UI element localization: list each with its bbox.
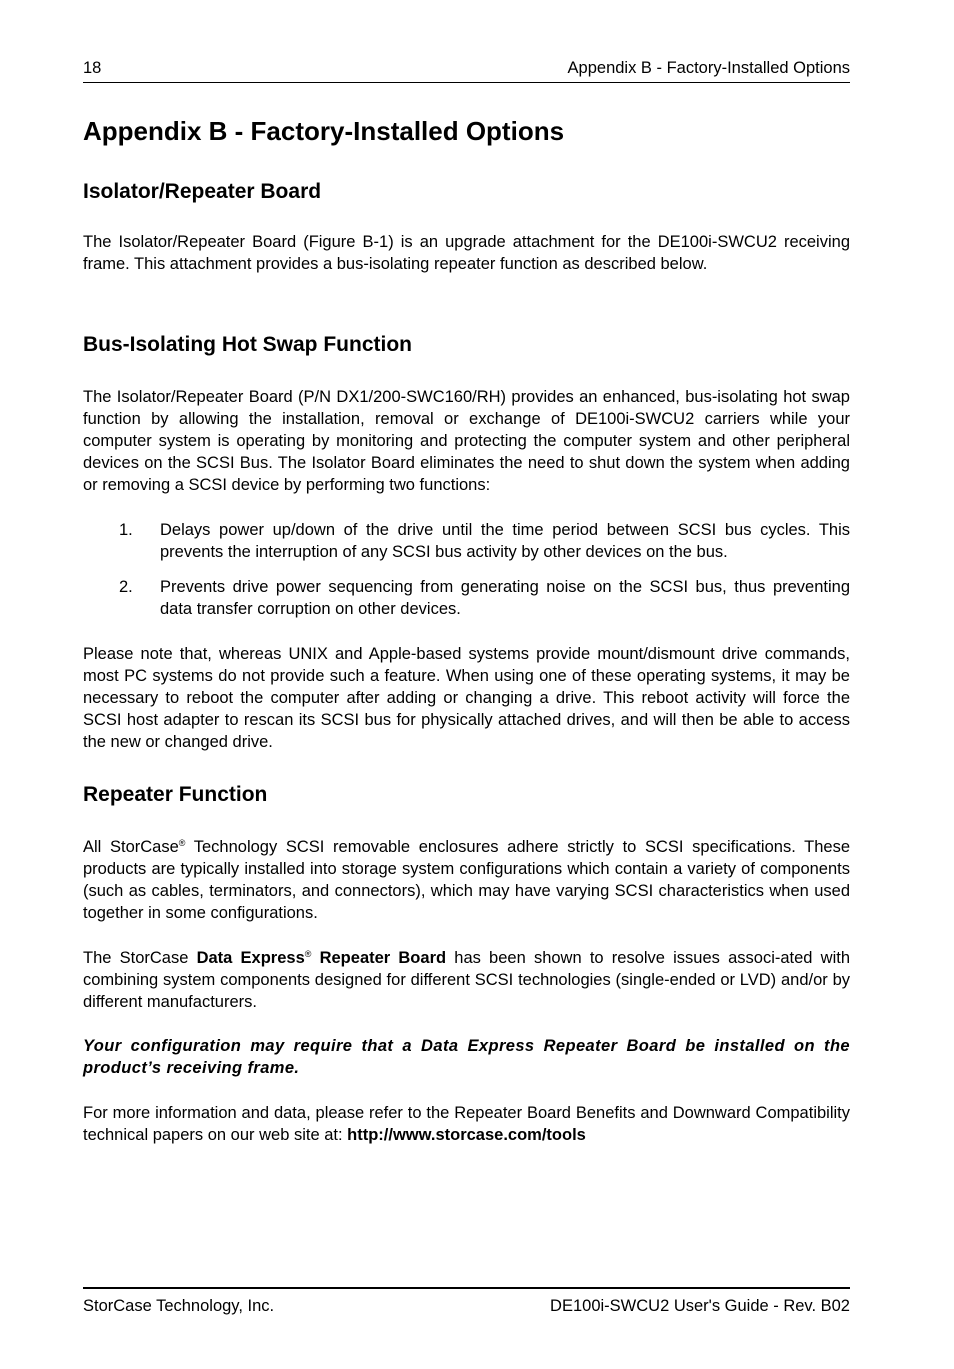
header-section-title: Appendix B - Factory-Installed Options bbox=[567, 59, 850, 77]
paragraph-repeater-board bbox=[83, 947, 850, 1013]
product-name: Data Express bbox=[196, 949, 305, 967]
text-run: Technology SCSI removable enclosures adhere strictly to SCSI specifications. These products are typically installed into storage system configurations which contain a variety of components (such as cables, terminators, and connectors), which may have varying SCSI characteristics when used together in some configurations. bbox=[83, 838, 850, 922]
footer-guide-title: DE100i-SWCU2 User's Guide - Rev. B02 bbox=[550, 1297, 850, 1315]
page-header bbox=[83, 58, 850, 83]
page-number: 18 bbox=[83, 59, 102, 77]
text-run: has been shown to resolve issues associ-ated with combining system components designed for different SCSI technologies (single-ended or LVD) and/or by different manufacturers. bbox=[83, 949, 851, 1011]
page-title: Appendix B - Factory-Installed Options bbox=[83, 116, 565, 146]
footer-company: StorCase Technology, Inc. bbox=[83, 1297, 275, 1315]
paragraph-configuration-note: Your configuration may require that a Data Express Repeater Board be installed on the product’s receiving frame. bbox=[83, 1037, 850, 1077]
website-link[interactable]: http://www.storcase.com/tools bbox=[347, 1126, 586, 1144]
document-page bbox=[83, 0, 850, 1369]
page-footer bbox=[83, 1287, 850, 1316]
text-run: The StorCase bbox=[83, 949, 197, 967]
registered-mark: ® bbox=[178, 838, 186, 848]
product-name: Repeater Board bbox=[311, 949, 447, 967]
list-item-number: 2. bbox=[119, 578, 133, 596]
paragraph-hot-swap: The Isolator/Repeater Board (P/N DX1/200-SWC160/RH) provides an enhanced, bus-isolating hot swap function by allowing the installation, removal or exchange of DE100i-SWCU2 carriers while your computer system is operating by monitoring and protecting the computer system and other peripheral devices on the SCSI Bus. The Isolator Board eliminates the need to shut down the system when adding or removing a SCSI device by performing two functions: bbox=[83, 388, 850, 494]
paragraph-more-info bbox=[83, 1102, 850, 1146]
paragraph-mount-note: Please note that, whereas UNIX and Apple-based systems provide mount/dismount drive commands, most PC systems do not provide such a feature. When using one of these operating systems, it may be necessary to reboot the computer after adding or changing a drive. This reboot activity will force the SCSI host adapter to rescan its SCSI bus for physically attached drives, and will then be able to access the new or changed drive. bbox=[83, 645, 850, 751]
list-item-text: Delays power up/down of the drive until the time period between SCSI bus cycles. This prevents the interruption of any SCSI bus activity by other devices on the bus. bbox=[160, 521, 850, 561]
text-run: For more information and data, please refer to the Repeater Board Benefits and Downward Compatibility technical papers on our web site at: bbox=[83, 1104, 850, 1144]
list-item-text: Prevents drive power sequencing from generating noise on the SCSI bus, thus preventing data transfer corruption on other devices. bbox=[160, 578, 850, 618]
heading-hot-swap-function: Bus-Isolating Hot Swap Function bbox=[83, 333, 412, 356]
heading-isolator-repeater-board: Isolator/Repeater Board bbox=[83, 180, 322, 203]
paragraph-isolator-intro: The Isolator/Repeater Board (Figure B-1) is an upgrade attachment for the DE100i-SWCU2 receiving frame. This attachment provides a bus-isolating repeater function as described below. bbox=[83, 233, 850, 273]
list-item-number: 1. bbox=[119, 521, 133, 539]
text-run: All StorCase bbox=[83, 838, 179, 856]
heading-repeater-function: Repeater Function bbox=[83, 783, 268, 806]
registered-mark: ® bbox=[304, 949, 312, 959]
paragraph-storcase-specs bbox=[83, 836, 850, 924]
